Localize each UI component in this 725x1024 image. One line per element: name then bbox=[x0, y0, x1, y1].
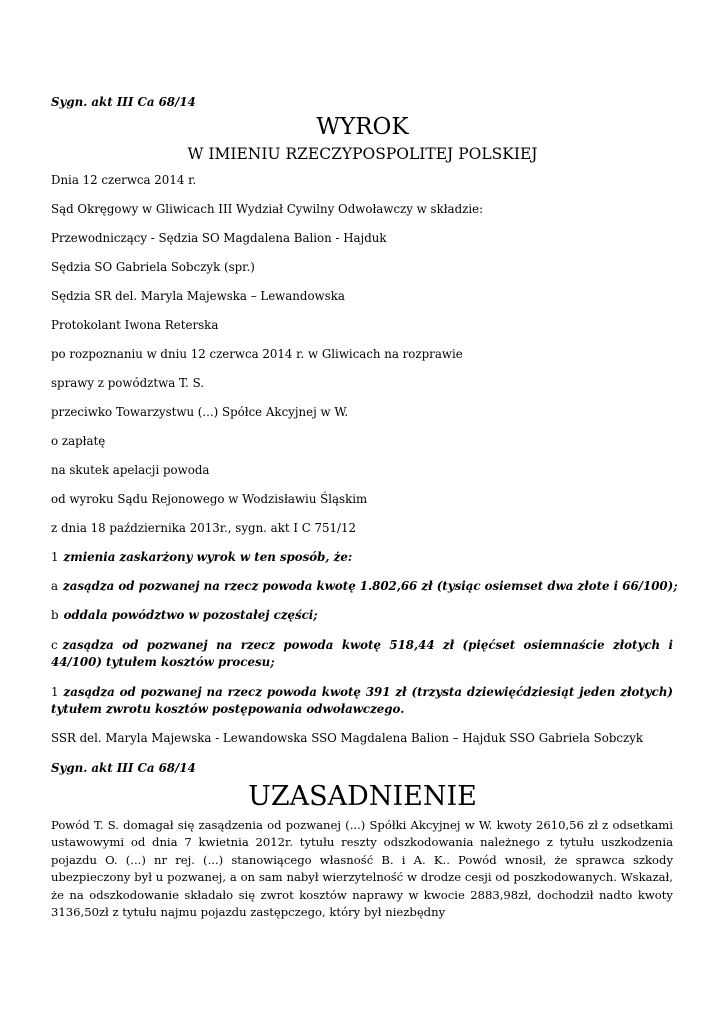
lower-court-date: z dnia 18 października 2013r., sygn. akt I C 751/12 bbox=[51, 521, 357, 535]
ruling-number: 1 bbox=[51, 685, 59, 699]
ruling-text: zmienia zaskarżony wyrok w ten sposób, że: bbox=[63, 550, 353, 564]
judge-2: Sędzia SR del. Maryla Majewska – Lewandowska bbox=[51, 289, 345, 303]
ruling-number: b bbox=[51, 608, 59, 622]
ruling-text: oddala powództwo w pozostałej części; bbox=[63, 608, 318, 622]
defendant: przeciwko Towarzystwu (...) Spółce Akcyjnej w W. bbox=[51, 405, 349, 419]
court-clerk: Protokolant Iwona Reterska bbox=[51, 318, 219, 332]
appeal-info: na skutek apelacji powoda bbox=[51, 463, 210, 477]
judgment-title: WYROK bbox=[316, 114, 409, 140]
judge-1: Sędzia SO Gabriela Sobczyk (spr.) bbox=[51, 260, 255, 274]
case-subject: o zapłatę bbox=[51, 434, 106, 448]
ruling-item bbox=[51, 637, 673, 672]
ruling-text: zasądza od pozwanej na rzecz powoda kwotę 1.802,66 zł (tysiąc osiemset dwa złote i 66/100); bbox=[63, 579, 678, 593]
ruling-text: zasądza od pozwanej na rzecz powoda kwotę 391 zł (trzysta dziewięćdziesiąt jeden złotych) tytułem zwrotu kosztów postępowania odwoławczego. bbox=[51, 685, 673, 717]
justification-text: Powód T. S. domagał się zasądzenia od pozwanej (...) Spółki Akcyjnej w W. kwoty 2610,56 zł z odsetkami ustawowymi od dnia 7 kwietnia 2012r. tytułu reszty odszkodowania należnego z tytułu uszkodzenia pojazdu O. (...) nr rej. (...) stanowiącego własność B. i A. K.. Powód wnosił, że sprawca szkody ubezpieczony był u pozwanej, a on sam nabył wierzytelność w drodze cesji od poszkodowanych. Wskazał, że na odszkodowanie składało się zwrot kosztów naprawy w kwocie 2883,98zł, dochodził nadto kwoty 3136,50zł z tytułu najmu pojazdu zastępczego, który był niezbędny bbox=[51, 818, 673, 920]
ruling-item bbox=[51, 684, 673, 719]
ruling-item bbox=[51, 608, 318, 623]
ruling-number: a bbox=[51, 579, 59, 593]
presiding-judge: Przewodniczący - Sędzia SO Magdalena Balion - Hajduk bbox=[51, 231, 387, 245]
ruling-number: c bbox=[51, 638, 58, 652]
case-signature: Sygn. akt III Ca 68/14 bbox=[51, 95, 196, 109]
ruling-text: zasądza od pozwanej na rzecz powoda kwotę 518,44 zł (pięćset osiemnaście złotych i 44/100) tytułem kosztów procesu; bbox=[51, 638, 673, 670]
hearing-info: po rozpoznaniu w dniu 12 czerwca 2014 r. w Gliwicach na rozprawie bbox=[51, 347, 463, 361]
court-name: Sąd Okręgowy w Gliwicach III Wydział Cywilny Odwoławczy w składzie: bbox=[51, 202, 484, 216]
judgment-subtitle: W IMIENIU RZECZYPOSPOLITEJ POLSKIEJ bbox=[187, 145, 538, 163]
justification-signature: Sygn. akt III Ca 68/14 bbox=[51, 761, 196, 775]
ruling-item bbox=[51, 579, 678, 594]
judgment-date: Dnia 12 czerwca 2014 r. bbox=[51, 173, 197, 187]
case-parties: sprawy z powództwa T. S. bbox=[51, 376, 205, 390]
ruling-item bbox=[51, 550, 352, 565]
judges-signatures: SSR del. Maryla Majewska - Lewandowska SSO Magdalena Balion – Hajduk SSO Gabriela Sobczyk bbox=[51, 731, 644, 745]
ruling-number: 1 bbox=[51, 550, 59, 564]
lower-court: od wyroku Sądu Rejonowego w Wodzisławiu Śląskim bbox=[51, 492, 368, 506]
justification-title: UZASADNIENIE bbox=[248, 781, 477, 812]
